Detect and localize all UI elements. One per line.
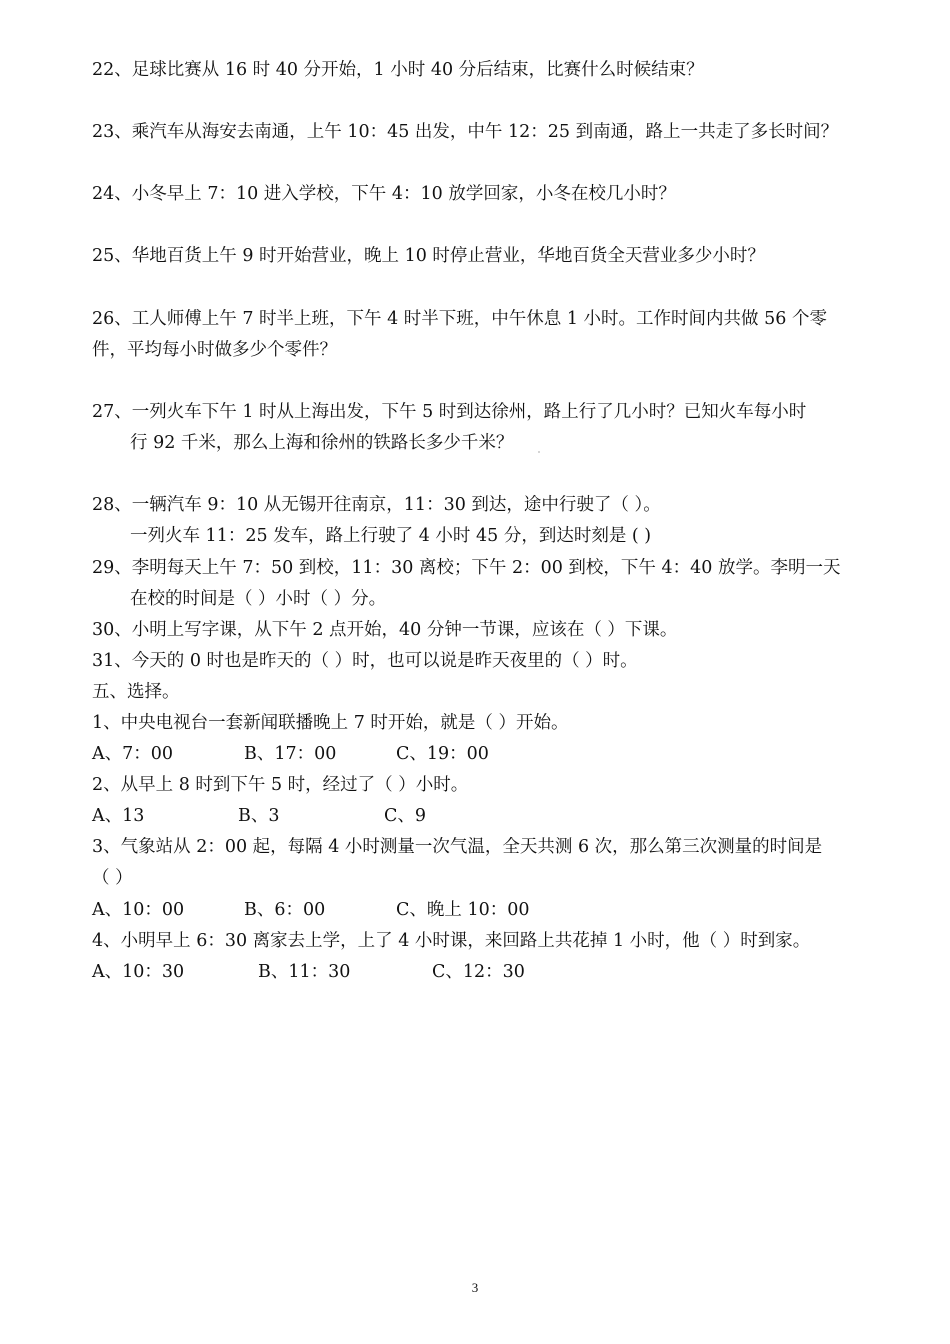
q26-text-line2: 件，平均每小时做多少个零件？ bbox=[92, 340, 337, 360]
q23-text: 23、乘汽车从海安去南通，上午 10：45 出发，中午 12：25 到南通，路上一共走了多长时间？ bbox=[92, 122, 839, 142]
q24-text: 24、小冬早上 7：10 进入学校，下午 4：10 放学回家，小冬在校几小时？ bbox=[92, 184, 676, 204]
page-number: 3 bbox=[471, 1280, 479, 1295]
choice4-option-a: A、10：30 bbox=[92, 962, 185, 982]
q22-text: 22、足球比赛从 16 时 40 分开始，1 小时 40 分后结束，比赛什么时候结束？ bbox=[92, 60, 704, 80]
choice4-options bbox=[92, 960, 525, 984]
section5-heading: 五、选择。 bbox=[92, 682, 180, 702]
q29-text-line2: 在校的时间是（ ）小时（ ）分。 bbox=[130, 589, 387, 609]
q28-text-line2: 一列火车 11：25 发车，路上行驶了 4 小时 45 分，到达时刻是 ( ) bbox=[130, 526, 652, 546]
choice2-option-b: B、3 bbox=[238, 806, 280, 826]
q25-text: 25、华地百货上午 9 时开始营业，晚上 10 时停止营业，华地百货全天营业多少小时？ bbox=[92, 246, 765, 266]
choice1-options bbox=[92, 742, 489, 766]
choice3-option-c: C、晚上 10：00 bbox=[396, 900, 530, 920]
scan-speck bbox=[538, 451, 540, 453]
choice2-option-c: C、9 bbox=[384, 806, 427, 826]
choice4-option-c: C、12：30 bbox=[432, 962, 525, 982]
q30-text: 30、小明上写字课，从下午 2 点开始，40 分钟一节课，应该在（ ）下课。 bbox=[92, 620, 678, 640]
choice2-options bbox=[92, 804, 426, 828]
choice4-option-b: B、11：30 bbox=[258, 962, 351, 982]
choice1-stem: 1、中央电视台一套新闻联播晚上 7 时开始，就是（ ）开始。 bbox=[92, 713, 569, 733]
choice1-option-c: C、19：00 bbox=[396, 744, 489, 764]
choice4-stem: 4、小明早上 6：30 离家去上学，上了 4 小时课，来回路上共花掉 1 小时，他（ ）时到家。 bbox=[92, 931, 811, 951]
q27-text-line1: 27、一列火车下午 1 时从上海出发，下午 5 时到达徐州，路上行了几小时？已知火车每小时 bbox=[92, 402, 807, 422]
q31-text: 31、今天的 0 时也是昨天的（ ）时，也可以说是昨天夜里的（ ）时。 bbox=[92, 651, 638, 671]
choice2-stem: 2、从早上 8 时到下午 5 时，经过了（ ）小时。 bbox=[92, 775, 469, 795]
choice3-stem: 3、气象站从 2：00 起，每隔 4 小时测量一次气温，全天共测 6 次，那么第三次测量的时间是 bbox=[92, 837, 823, 857]
q29-text-line1: 29、李明每天上午 7：50 到校，11：30 离校；下午 2：00 到校，下午 4：40 放学。李明一天 bbox=[92, 558, 841, 578]
choice3-option-b: B、6：00 bbox=[244, 900, 326, 920]
q27-text-line2: 行 92 千米，那么上海和徐州的铁路长多少千米？ bbox=[130, 433, 514, 453]
q26-text-line1: 26、工人师傅上午 7 时半上班，下午 4 时半下班，中午休息 1 小时。工作时间内共做 56 个零 bbox=[92, 309, 827, 329]
choice1-option-b: B、17：00 bbox=[244, 744, 337, 764]
choice3-option-a: A、10：00 bbox=[92, 900, 185, 920]
choice2-option-a: A、13 bbox=[92, 806, 145, 826]
choice3-stem-blank: （ ） bbox=[92, 868, 133, 888]
choice1-option-a: A、7：00 bbox=[92, 744, 174, 764]
choice3-options bbox=[92, 898, 530, 922]
q28-text-line1: 28、一辆汽车 9：10 从无锡开往南京，11：30 到达，途中行驶了（ ）。 bbox=[92, 495, 661, 515]
